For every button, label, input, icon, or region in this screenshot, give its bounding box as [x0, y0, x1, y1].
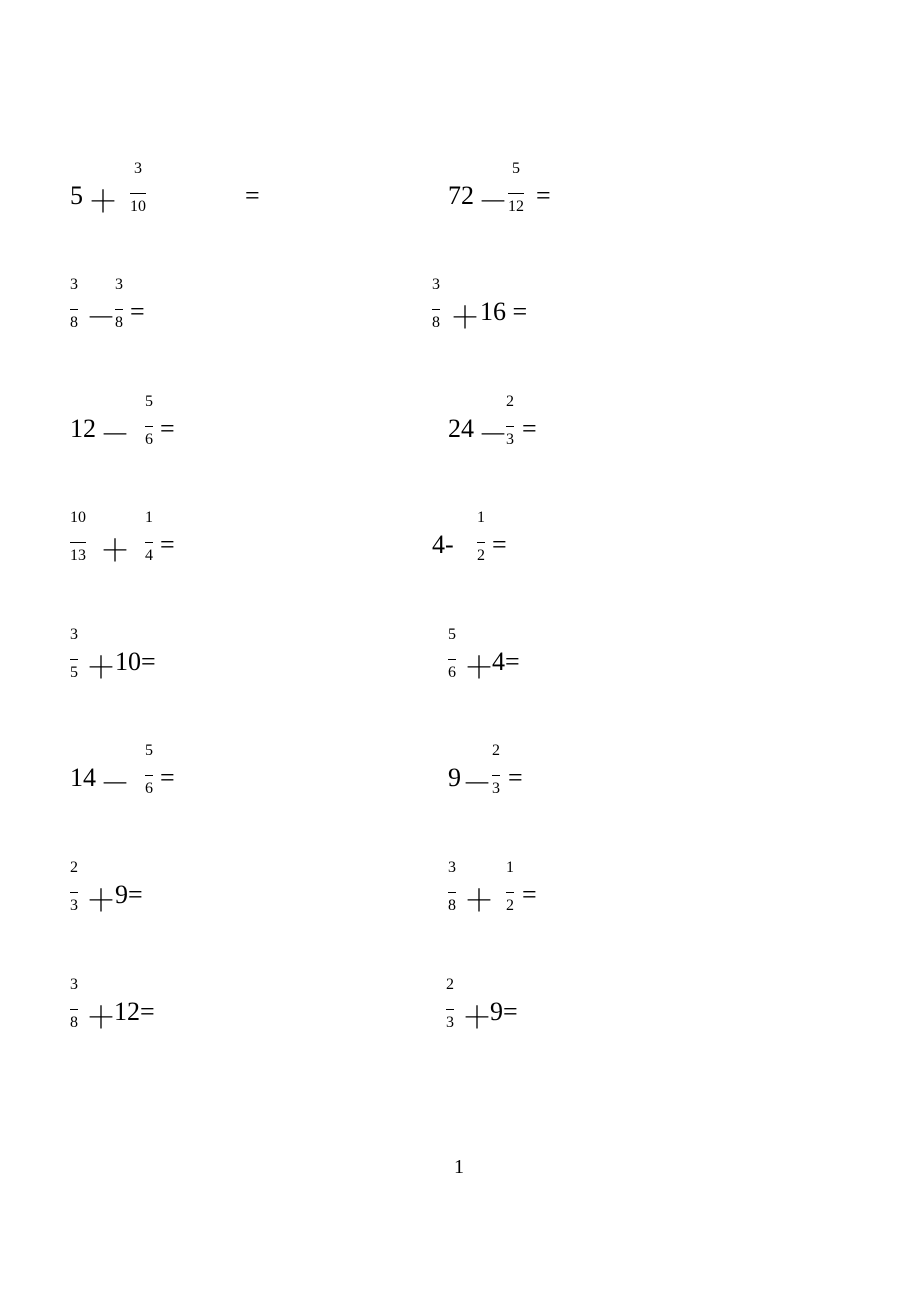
expression-text: 9=: [490, 997, 518, 1026]
fraction-bar: [115, 309, 123, 310]
expression-text: =: [160, 763, 175, 792]
expression-text: 4=: [492, 647, 520, 676]
denominator: 8: [70, 1014, 78, 1031]
operator: －: [478, 418, 508, 453]
numerator: 3: [70, 976, 78, 993]
expression-text: =: [130, 297, 145, 326]
fraction: [70, 976, 78, 1032]
numerator: 1: [477, 509, 485, 526]
numerator: 5: [145, 393, 153, 410]
operator: ＋: [86, 651, 116, 686]
numerator: 2: [70, 859, 78, 876]
fraction: [477, 509, 485, 565]
fraction: [432, 276, 440, 332]
fraction-bar: [508, 193, 524, 194]
numerator: 3: [115, 276, 123, 293]
denominator: 3: [70, 897, 78, 914]
numerator: 3: [70, 276, 78, 293]
fraction: [506, 393, 514, 449]
fraction-bar: [448, 892, 456, 893]
fraction-bar: [506, 892, 514, 893]
denominator: 8: [432, 314, 440, 331]
expression-text: =: [522, 880, 537, 909]
fraction: [145, 393, 153, 449]
denominator: 2: [506, 897, 514, 914]
expression-text: =: [160, 414, 175, 443]
fraction-bar: [70, 542, 86, 543]
expression-text: =: [508, 763, 523, 792]
denominator: 6: [145, 780, 153, 797]
operator: ＋: [462, 1001, 492, 1036]
fraction-bar: [130, 193, 146, 194]
fraction-bar: [70, 1009, 78, 1010]
operator: －: [462, 767, 492, 802]
fraction-bar: [448, 659, 456, 660]
numerator: 2: [492, 742, 500, 759]
fraction: [130, 160, 146, 216]
operator: ＋: [86, 1001, 116, 1036]
operator: ＋: [88, 185, 118, 220]
fraction-bar: [145, 426, 153, 427]
expression-text: 9: [448, 763, 461, 792]
expression-text: 24: [448, 414, 474, 443]
numerator: 5: [145, 742, 153, 759]
fraction: [448, 859, 456, 915]
fraction-bar: [432, 309, 440, 310]
operator: －: [100, 418, 130, 453]
numerator: 10: [70, 509, 86, 526]
fraction-bar: [492, 775, 500, 776]
denominator: 4: [145, 547, 153, 564]
expression-text: 12=: [114, 997, 155, 1026]
numerator: 1: [506, 859, 514, 876]
operator: －: [100, 767, 130, 802]
denominator: 8: [70, 314, 78, 331]
fraction: [70, 276, 78, 332]
denominator: 2: [477, 547, 485, 564]
fraction-bar: [70, 309, 78, 310]
operator: －: [86, 301, 116, 336]
fraction: [70, 859, 78, 915]
expression-text: =: [160, 530, 175, 559]
denominator: 3: [506, 431, 514, 448]
fraction-bar: [477, 542, 485, 543]
numerator: 5: [512, 160, 520, 177]
expression-text: =: [492, 530, 507, 559]
denominator: 5: [70, 664, 78, 681]
page-number: 1: [454, 1156, 464, 1178]
expression-text: =: [536, 181, 551, 210]
fraction: [70, 509, 86, 565]
fraction: [492, 742, 500, 798]
denominator: 13: [70, 547, 86, 564]
fraction-bar: [145, 542, 153, 543]
operator: ＋: [100, 534, 130, 569]
denominator: 6: [145, 431, 153, 448]
fraction: [70, 626, 78, 682]
denominator: 8: [115, 314, 123, 331]
denominator: 10: [130, 198, 146, 215]
fraction-bar: [506, 426, 514, 427]
numerator: 3: [70, 626, 78, 643]
fraction: [145, 509, 153, 565]
fraction: [145, 742, 153, 798]
expression-text: 10=: [115, 647, 156, 676]
fraction-bar: [70, 659, 78, 660]
expression-text: 72: [448, 181, 474, 210]
numerator: 1: [145, 509, 153, 526]
numerator: 2: [446, 976, 454, 993]
denominator: 3: [446, 1014, 454, 1031]
denominator: 6: [448, 664, 456, 681]
fraction-bar: [145, 775, 153, 776]
expression-text: 16 =: [480, 297, 528, 326]
expression-text: 5: [70, 181, 83, 210]
numerator: 3: [448, 859, 456, 876]
expression-text: 4-: [432, 530, 454, 559]
fraction-bar: [446, 1009, 454, 1010]
fraction-bar: [70, 892, 78, 893]
numerator: 2: [506, 393, 514, 410]
fraction: [448, 626, 456, 682]
numerator: 5: [448, 626, 456, 643]
operator: ＋: [464, 884, 494, 919]
expression-text: =: [522, 414, 537, 443]
operator: －: [478, 185, 508, 220]
numerator: 3: [432, 276, 440, 293]
operator: ＋: [450, 301, 480, 336]
operator: ＋: [464, 651, 494, 686]
fraction: [115, 276, 123, 332]
fraction: [508, 160, 524, 216]
expression-text: 14: [70, 763, 96, 792]
denominator: 8: [448, 897, 456, 914]
expression-text: =: [245, 181, 260, 210]
expression-text: 12: [70, 414, 96, 443]
operator: ＋: [86, 884, 116, 919]
denominator: 12: [508, 198, 524, 215]
fraction: [506, 859, 514, 915]
fraction: [446, 976, 454, 1032]
expression-text: 9=: [115, 880, 143, 909]
numerator: 3: [134, 160, 142, 177]
denominator: 3: [492, 780, 500, 797]
